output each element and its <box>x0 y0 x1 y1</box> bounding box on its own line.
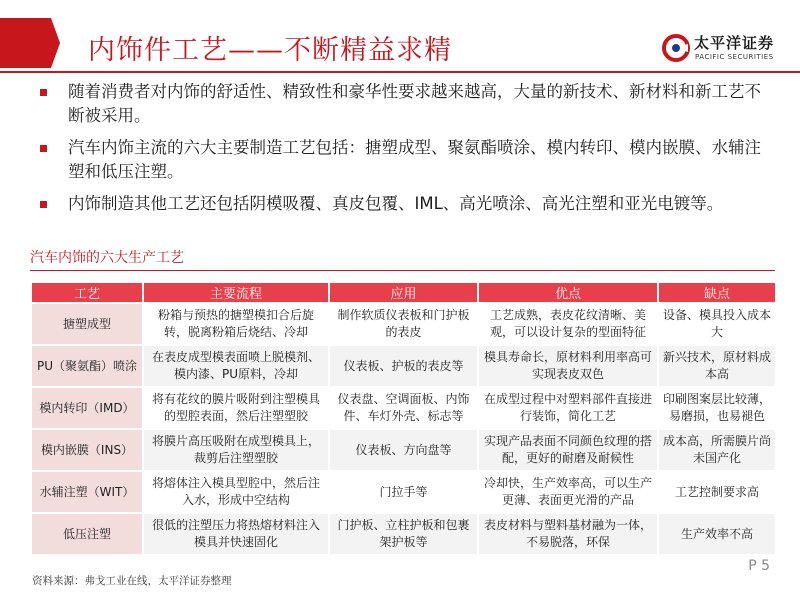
square-bullet-icon <box>40 89 47 96</box>
source-note: 资料来源：弗戈工业在线，太平洋证券整理 <box>32 575 232 587</box>
disadvantage-cell: 设备、模具投入成本大 <box>659 304 775 344</box>
process-flow-cell: 很低的注塑压力将热熔材料注入模具并快速固化 <box>144 514 328 554</box>
column-header: 应用 <box>330 283 477 302</box>
process-name-cell: 模内转印（IMD） <box>32 388 142 428</box>
table-row <box>32 430 775 470</box>
process-table <box>30 281 777 556</box>
pacific-logo-icon <box>662 34 690 62</box>
process-flow-cell: 将有花纹的膜片吸附到注塑模具的型腔表面，然后注塑塑胶 <box>144 388 328 428</box>
table-row <box>32 346 775 386</box>
table-row <box>32 514 775 554</box>
process-name-cell: 水辅注塑（WIT） <box>32 472 142 512</box>
header-accent-bar <box>0 18 60 68</box>
advantage-cell: 工艺成熟，表皮花纹清晰、美观，可以设计复杂的型面特征 <box>479 304 657 344</box>
table-title: 汽车内饰的六大生产工艺 <box>30 250 184 266</box>
column-header: 优点 <box>479 283 657 302</box>
bullet-text: 随着消费者对内饰的舒适性、精致性和豪华性要求越来越高，大量的新技术、新材料和新工艺不断被采用。 <box>68 82 761 125</box>
column-header: 工艺 <box>32 283 142 302</box>
process-flow-cell: 粉箱与预热的搪塑模扣合后旋转，脱离粉箱后烧结、冷却 <box>144 304 328 344</box>
advantage-cell: 模具寿命长，原材料利用率高可实现表皮双色 <box>479 346 657 386</box>
disadvantage-cell: 印刷图案层比较薄，易磨损，也易褪色 <box>659 388 775 428</box>
table-row <box>32 388 775 428</box>
application-cell: 仪表盘、空调面板、内饰件、车灯外壳、标志等 <box>330 388 477 428</box>
square-bullet-icon <box>40 145 47 152</box>
table-header-row <box>32 283 775 302</box>
application-cell: 仪表板、方向盘等 <box>330 430 477 470</box>
table-row <box>32 472 775 512</box>
application-cell: 门拉手等 <box>330 472 477 512</box>
application-cell: 仪表板、护板的表皮等 <box>330 346 477 386</box>
square-bullet-icon <box>40 201 47 208</box>
table-title-divider <box>30 270 775 271</box>
process-flow-cell: 将膜片高压吸附在成型模具上，裁剪后注塑塑胶 <box>144 430 328 470</box>
column-header: 主要流程 <box>144 283 328 302</box>
column-header: 缺点 <box>659 283 775 302</box>
bullet-text: 汽车内饰主流的六大主要制造工艺包括：搪塑成型、聚氨酯喷涂、模内转印、模内嵌膜、水辅注塑和低压注塑。 <box>68 138 761 181</box>
process-flow-cell: 将熔体注入模具型腔中，然后注入水，形成中空结构 <box>144 472 328 512</box>
bullet-item <box>40 80 770 128</box>
application-cell: 门护板、立柱护板和包裹架护板等 <box>330 514 477 554</box>
process-name-cell: 搪塑成型 <box>32 304 142 344</box>
disadvantage-cell: 生产效率不高 <box>659 514 775 554</box>
process-flow-cell: 在表皮成型模表面喷上脱模剂、模内漆、PU原料，冷却 <box>144 346 328 386</box>
disadvantage-cell: 新兴技术，原材料成本高 <box>659 346 775 386</box>
process-name-cell: 模内嵌膜（INS） <box>32 430 142 470</box>
logo-text-en: PACIFIC SECURITIES <box>695 53 774 61</box>
application-cell: 制作软质仪表板和门护板的表皮 <box>330 304 477 344</box>
advantage-cell: 实现产品表面不同颜色纹理的搭配，更好的耐磨及耐候性 <box>479 430 657 470</box>
page-number: P 5 <box>748 558 770 574</box>
company-logo <box>662 32 786 68</box>
bullet-text: 内饰制造其他工艺还包括阴模吸覆、真皮包覆、IML、高光喷涂、高光注塑和亚光电镀等。 <box>68 194 724 213</box>
advantage-cell: 在成型过程中对塑料部件直接进行装饰，简化工艺 <box>479 388 657 428</box>
page-title: 内饰件工艺——不断精益求精 <box>88 35 452 66</box>
table-row <box>32 304 775 344</box>
bullet-item <box>40 136 770 184</box>
advantage-cell: 表皮材料与塑料基材融为一体，不易脱落，环保 <box>479 514 657 554</box>
process-name-cell: PU（聚氨酯）喷涂 <box>32 346 142 386</box>
process-name-cell: 低压注塑 <box>32 514 142 554</box>
bullet-list <box>40 80 770 224</box>
bullet-item <box>40 192 770 216</box>
logo-text-cn: 太平洋证券 <box>694 34 775 52</box>
header-divider <box>0 71 800 73</box>
advantage-cell: 冷却快，生产效率高，可以生产更薄、表面更光滑的产品 <box>479 472 657 512</box>
disadvantage-cell: 成本高，所需膜片尚未国产化 <box>659 430 775 470</box>
disadvantage-cell: 工艺控制要求高 <box>659 472 775 512</box>
